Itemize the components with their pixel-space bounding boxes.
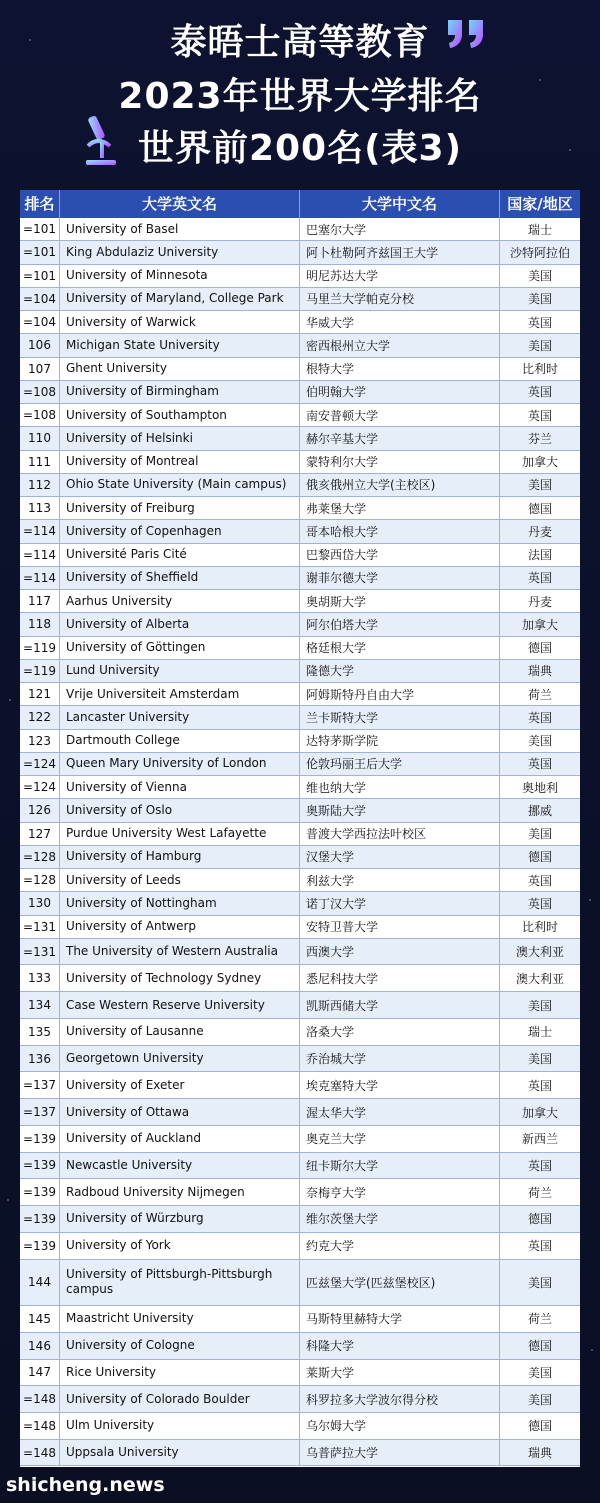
chinese-name-cell: 奥克兰大学 [300,1126,500,1152]
rank-cell: =148 [20,1440,60,1466]
table-row [20,1179,580,1206]
table-row [20,544,580,567]
chinese-name-cell: 悉尼科技大学 [300,965,500,991]
rank-cell: =148 [20,1413,60,1439]
country-cell: 英国 [527,896,552,911]
chinese-name-cell: 谢菲尔德大学 [300,567,500,589]
rank-cell: =124 [20,753,60,775]
rank-cell: =108 [20,381,60,403]
table-row [20,916,580,939]
chinese-name-cell: 华威大学 [300,311,500,333]
rank-cell: 127 [20,823,60,845]
rank-cell: =131 [20,916,60,938]
rank-cell: 118 [20,613,60,635]
country-cell: 比利时 [521,362,558,377]
rank-cell: =104 [20,288,60,310]
rank-cell: =114 [20,520,60,542]
chinese-name-cell: 密西根州立大学 [300,334,500,356]
chinese-name-cell: 科隆大学 [300,1333,500,1359]
table-row [20,637,580,660]
rank-cell: 123 [20,730,60,752]
country-cell: 德国 [527,1212,552,1227]
watermark: shicheng.news [6,1474,165,1496]
english-name-cell: Aarhus University [60,590,300,612]
country-cell: 英国 [527,757,552,772]
chinese-name-cell: 明尼苏达大学 [300,265,500,287]
chinese-name-cell: 渥太华大学 [300,1099,500,1125]
country-cell: 比利时 [521,920,558,935]
rank-cell: =131 [20,939,60,965]
title-line-3: 世界前200名(表3) [137,128,463,169]
chinese-name-cell: 马里兰大学帕克分校 [300,288,500,310]
english-name-cell: University of Minnesota [60,265,300,287]
chinese-name-cell: 根特大学 [300,358,500,380]
chinese-name-cell: 奥斯陆大学 [300,799,500,821]
country-cell: 德国 [527,641,552,656]
table-row [20,520,580,543]
country-cell: 德国 [527,1419,552,1434]
table-row [20,381,580,404]
rank-cell: =148 [20,1386,60,1412]
chinese-name-cell: 安特卫普大学 [300,916,500,938]
english-name-cell: University of Cologne [60,1333,300,1359]
chinese-name-cell: 格廷根大学 [300,637,500,659]
table-row [20,1260,580,1307]
chinese-name-cell: 弗莱堡大学 [300,497,500,519]
table-row [20,1099,580,1126]
english-name-cell: University of Würzburg [60,1206,300,1232]
english-name-cell: University of York [60,1233,300,1259]
title-line-2: 2023年世界大学排名 [118,76,482,117]
country-cell: 瑞士 [527,1025,552,1040]
rank-cell: 110 [20,427,60,449]
table-row [20,1072,580,1099]
table-row [20,776,580,799]
english-name-cell: University of Warwick [60,311,300,333]
table-row [20,613,580,636]
chinese-name-cell: 伦敦玛丽王后大学 [300,753,500,775]
english-name-cell: Georgetown University [60,1046,300,1072]
table-row [20,1440,580,1467]
country-cell: 瑞士 [527,222,552,237]
chinese-name-cell: 俄亥俄州立大学(主校区) [300,474,500,496]
chinese-name-cell: 伯明翰大学 [300,381,500,403]
english-name-cell: University of Helsinki [60,427,300,449]
english-name-cell: University of Nottingham [60,892,300,914]
chinese-name-cell: 乌普萨拉大学 [300,1440,500,1466]
english-name-cell: Queen Mary University of London [60,753,300,775]
table-row [20,451,580,474]
table-row [20,288,580,311]
chinese-name-cell: 约克大学 [300,1233,500,1259]
table-row [20,241,580,264]
chinese-name-cell: 维也纳大学 [300,776,500,798]
english-name-cell: Rice University [60,1360,300,1386]
table-row [20,404,580,427]
chinese-name-cell: 汉堡大学 [300,846,500,868]
english-name-cell: University of Sheffield [60,567,300,589]
header-chinese-name: 大学中文名 [300,190,500,218]
country-cell: 加拿大 [521,617,558,632]
table-row [20,753,580,776]
table-row [20,660,580,683]
english-name-cell: Case Western Reserve University [60,992,300,1018]
rank-cell: 133 [20,965,60,991]
rank-cell: 135 [20,1019,60,1045]
table-row [20,427,580,450]
rank-cell: =124 [20,776,60,798]
country-cell: 美国 [527,1275,552,1290]
country-cell: 沙特阿拉伯 [509,245,570,260]
english-name-cell: University of Basel [60,218,300,240]
english-name-cell: King Abdulaziz University [60,241,300,263]
english-name-cell: University of Freiburg [60,497,300,519]
chinese-name-cell: 凯斯西储大学 [300,992,500,1018]
header-rank: 排名 [20,190,60,218]
chinese-name-cell: 莱斯大学 [300,1360,500,1386]
english-name-cell: University of Auckland [60,1126,300,1152]
rank-cell: =114 [20,544,60,566]
rank-cell: 121 [20,683,60,705]
chinese-name-cell: 科罗拉多大学波尔得分校 [300,1386,500,1412]
rank-cell: =139 [20,1126,60,1152]
header-english-name: 大学英文名 [60,190,300,218]
english-name-cell: Ohio State University (Main campus) [60,474,300,496]
country-cell: 英国 [527,571,552,586]
english-name-cell: Université Paris Cité [60,544,300,566]
rank-cell: =108 [20,404,60,426]
chinese-name-cell: 匹兹堡大学(匹兹堡校区) [300,1260,500,1306]
english-name-cell: University of Pittsburgh-Pittsburgh campus [60,1260,300,1306]
english-name-cell: University of Göttingen [60,637,300,659]
english-name-cell: The University of Western Australia [60,939,300,965]
english-name-cell: University of Antwerp [60,916,300,938]
chinese-name-cell: 乌尔姆大学 [300,1413,500,1439]
table-row [20,869,580,892]
english-name-cell: University of Leeds [60,869,300,891]
country-cell: 德国 [527,1339,552,1354]
country-cell: 美国 [527,734,552,749]
english-name-cell: Ulm University [60,1413,300,1439]
country-cell: 美国 [527,998,552,1013]
country-cell: 英国 [527,408,552,423]
rank-cell: 136 [20,1046,60,1072]
country-cell: 瑞典 [527,1446,552,1461]
chinese-name-cell: 巴塞尔大学 [300,218,500,240]
chinese-name-cell: 阿姆斯特丹自由大学 [300,683,500,705]
english-name-cell: University of Oslo [60,799,300,821]
rank-cell: 117 [20,590,60,612]
table-row [20,1386,580,1413]
chinese-name-cell: 利兹大学 [300,869,500,891]
table-row [20,1019,580,1046]
country-cell: 英国 [527,710,552,725]
chinese-name-cell: 乔治城大学 [300,1046,500,1072]
chinese-name-cell: 奥胡斯大学 [300,590,500,612]
table-row [20,1360,580,1387]
english-name-cell: University of Southampton [60,404,300,426]
table-row [20,846,580,869]
table-row [20,590,580,613]
country-cell: 荷兰 [527,687,552,702]
chinese-name-cell: 南安普顿大学 [300,404,500,426]
rank-cell: =139 [20,1233,60,1259]
english-name-cell: Purdue University West Lafayette [60,823,300,845]
chinese-name-cell: 马斯特里赫特大学 [300,1306,500,1332]
chinese-name-cell: 隆德大学 [300,660,500,682]
chinese-name-cell: 阿尔伯塔大学 [300,613,500,635]
english-name-cell: University of Maryland, College Park [60,288,300,310]
table-row [20,1233,580,1260]
rank-cell: =101 [20,218,60,240]
table-row [20,706,580,729]
rank-cell: 122 [20,706,60,728]
table-row [20,311,580,334]
rank-cell: =119 [20,637,60,659]
country-cell: 英国 [527,1078,552,1093]
country-cell: 加拿大 [521,1105,558,1120]
english-name-cell: Uppsala University [60,1440,300,1466]
english-name-cell: Radboud University Nijmegen [60,1179,300,1205]
table-row [20,730,580,753]
rank-cell: 134 [20,992,60,1018]
table-row [20,892,580,915]
rank-cell: 112 [20,474,60,496]
table-row [20,1306,580,1333]
country-cell: 加拿大 [521,455,558,470]
chinese-name-cell: 维尔茨堡大学 [300,1206,500,1232]
table-row [20,1126,580,1153]
rank-cell: =128 [20,846,60,868]
english-name-cell: University of Alberta [60,613,300,635]
table-row [20,1206,580,1233]
english-name-cell: University of Birmingham [60,381,300,403]
chinese-name-cell: 洛桑大学 [300,1019,500,1045]
table-row [20,497,580,520]
country-cell: 德国 [527,501,552,516]
table-row [20,474,580,497]
quote-mark-icon [444,14,490,54]
country-cell: 美国 [527,292,552,307]
country-cell: 美国 [527,478,552,493]
country-cell: 丹麦 [527,524,552,539]
table-row [20,265,580,288]
country-cell: 英国 [527,315,552,330]
header-country: 国家/地区 [507,195,573,213]
chinese-name-cell: 兰卡斯特大学 [300,706,500,728]
table-row [20,1413,580,1440]
table-row [20,799,580,822]
microscope-icon [78,112,122,170]
rank-cell: 146 [20,1333,60,1359]
rank-cell: 107 [20,358,60,380]
table-row [20,218,580,241]
rank-cell: =101 [20,241,60,263]
english-name-cell: University of Lausanne [60,1019,300,1045]
english-name-cell: University of Hamburg [60,846,300,868]
table-row [20,334,580,357]
english-name-cell: Michigan State University [60,334,300,356]
country-cell: 英国 [527,385,552,400]
country-cell: 奥地利 [521,780,558,795]
country-cell: 荷兰 [527,1185,552,1200]
rank-cell: =139 [20,1206,60,1232]
country-cell: 美国 [527,338,552,353]
chinese-name-cell: 赫尔辛基大学 [300,427,500,449]
english-name-cell: University of Technology Sydney [60,965,300,991]
table-body [20,218,580,1466]
english-name-cell: Lancaster University [60,706,300,728]
english-name-cell: University of Ottawa [60,1099,300,1125]
country-cell: 丹麦 [527,594,552,609]
country-cell: 瑞典 [527,664,552,679]
rank-cell: 145 [20,1306,60,1332]
table-header [20,190,580,218]
table-row [20,567,580,590]
country-cell: 新西兰 [521,1132,558,1147]
rank-cell: 113 [20,497,60,519]
rank-cell: =139 [20,1179,60,1205]
country-cell: 澳大利亚 [515,971,564,986]
rank-cell: 111 [20,451,60,473]
english-name-cell: University of Colorado Boulder [60,1386,300,1412]
chinese-name-cell: 诺丁汉大学 [300,892,500,914]
ranking-table [20,190,580,1467]
chinese-name-cell: 西澳大学 [300,939,500,965]
rank-cell: 106 [20,334,60,356]
rank-cell: =139 [20,1153,60,1179]
rank-cell: =101 [20,265,60,287]
english-name-cell: Newcastle University [60,1153,300,1179]
table-row [20,992,580,1019]
title-line-1: 泰晤士高等教育 [170,22,430,63]
table-row [20,1153,580,1180]
english-name-cell: Vrije Universiteit Amsterdam [60,683,300,705]
rank-cell: =119 [20,660,60,682]
english-name-cell: University of Vienna [60,776,300,798]
english-name-cell: University of Copenhagen [60,520,300,542]
table-row [20,1046,580,1073]
english-name-cell: Dartmouth College [60,730,300,752]
country-cell: 德国 [527,850,552,865]
rank-cell: =137 [20,1099,60,1125]
country-cell: 英国 [527,1239,552,1254]
english-name-cell: University of Montreal [60,451,300,473]
english-name-cell: Ghent University [60,358,300,380]
rank-cell: 126 [20,799,60,821]
chinese-name-cell: 哥本哈根大学 [300,520,500,542]
chinese-name-cell: 普渡大学西拉法叶校区 [300,823,500,845]
chinese-name-cell: 蒙特利尔大学 [300,451,500,473]
table-row [20,823,580,846]
chinese-name-cell: 纽卡斯尔大学 [300,1153,500,1179]
page-header [0,0,600,188]
table-row [20,683,580,706]
country-cell: 挪威 [527,803,552,818]
table-row [20,358,580,381]
country-cell: 荷兰 [527,1312,552,1327]
country-cell: 美国 [527,1365,552,1380]
country-cell: 美国 [527,1052,552,1067]
table-row [20,1333,580,1360]
country-cell: 英国 [527,1158,552,1173]
rank-cell: 130 [20,892,60,914]
chinese-name-cell: 巴黎西岱大学 [300,544,500,566]
country-cell: 英国 [527,873,552,888]
english-name-cell: Maastricht University [60,1306,300,1332]
chinese-name-cell: 奈梅亨大学 [300,1179,500,1205]
rank-cell: =128 [20,869,60,891]
rank-cell: =137 [20,1072,60,1098]
rank-cell: =114 [20,567,60,589]
country-cell: 美国 [527,827,552,842]
rank-cell: 147 [20,1360,60,1386]
rank-cell: 144 [20,1260,60,1306]
english-name-cell: Lund University [60,660,300,682]
chinese-name-cell: 达特茅斯学院 [300,730,500,752]
english-name-cell: University of Exeter [60,1072,300,1098]
chinese-name-cell: 埃克塞特大学 [300,1072,500,1098]
chinese-name-cell: 阿卜杜勒阿齐兹国王大学 [300,241,500,263]
table-row [20,939,580,966]
country-cell: 法国 [527,548,552,563]
country-cell: 美国 [527,1392,552,1407]
country-cell: 芬兰 [527,431,552,446]
country-cell: 美国 [527,269,552,284]
table-row [20,965,580,992]
rank-cell: =104 [20,311,60,333]
country-cell: 澳大利亚 [515,945,564,960]
